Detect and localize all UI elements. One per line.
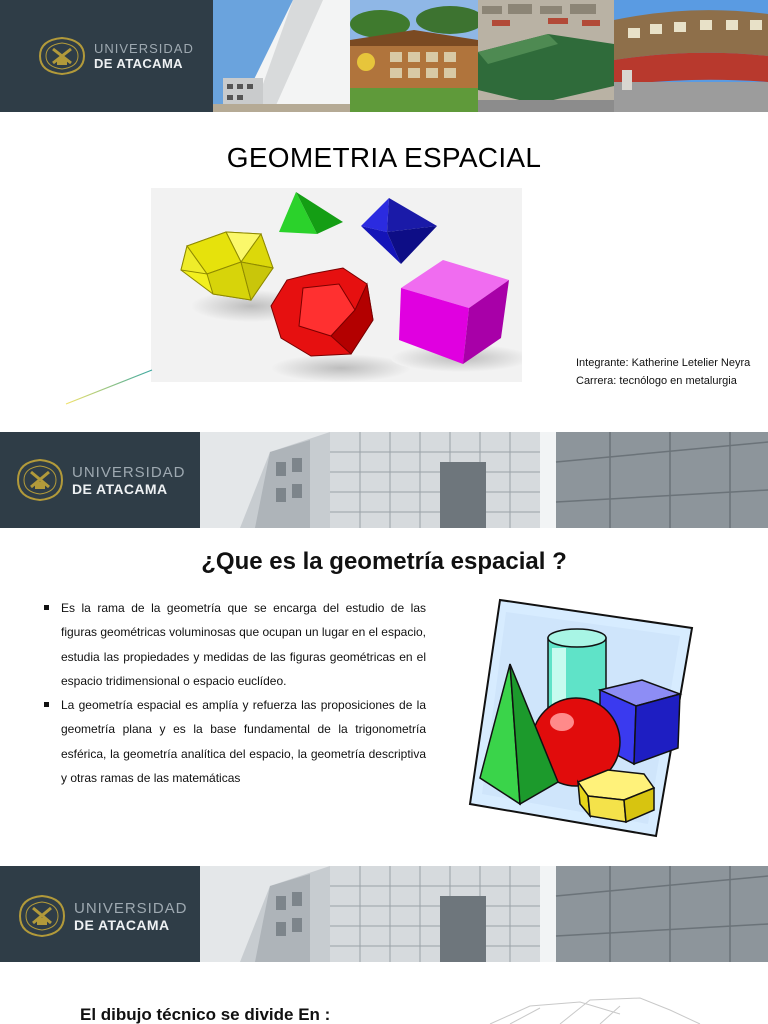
logo-line2: DE ATACAMA — [72, 480, 168, 497]
university-logo — [16, 892, 188, 940]
carrera-text: Carrera: tecnólogo en metalurgia — [576, 375, 737, 387]
author-info — [576, 354, 750, 390]
header-banner-3 — [0, 866, 768, 962]
logo-line1: UNIVERSIDAD — [72, 463, 186, 481]
slide1-title: GEOMETRIA ESPACIAL — [226, 142, 542, 173]
geometric-shapes-illustration — [466, 598, 694, 838]
platonic-solids-image — [151, 188, 522, 382]
bullet-item: La geometría espacial es amplía y refuerza las proposiciones de la geometría plana y es la base fundamental de la trigonometría esférica, la geometría analítica del espacio, la geometría descriptiva y otras ramas de las matemáticas — [44, 693, 426, 790]
logo-line2: DE ATACAMA — [94, 56, 183, 71]
definition-list — [44, 596, 426, 790]
campus-photo-2 — [350, 0, 478, 112]
dodecahedron-red — [271, 268, 373, 356]
university-logo — [14, 456, 186, 504]
slide2-title: ¿Que es la geometría espacial ? — [201, 548, 567, 575]
bullet-item: Es la rama de la geometría que se encarga del estudio de las figuras geométricas voluminosas que ocupan un lugar en el espacio, estudia las propiedades y medidas de las figuras geométricas en el espacio tridimensional o espacio euclídeo. — [44, 596, 426, 693]
campus-photo-1 — [213, 0, 350, 112]
octahedron-blue — [361, 198, 437, 264]
university-crest-icon — [36, 34, 88, 78]
logo-line2: DE ATACAMA — [74, 916, 170, 933]
icosahedron-yellow — [181, 232, 273, 300]
header-banner-2 — [0, 432, 768, 528]
building-photo — [200, 866, 768, 962]
campus-photo-4 — [614, 0, 768, 112]
header-banner-1 — [0, 0, 768, 112]
campus-photo-3 — [478, 0, 614, 112]
building-photo — [200, 432, 768, 528]
hexagonal-prism-yellow — [578, 770, 654, 822]
university-crest-icon — [14, 456, 66, 504]
logo-line1: UNIVERSIDAD — [74, 899, 188, 917]
technical-drawing-sketch — [470, 996, 740, 1024]
university-crest-icon — [16, 892, 68, 940]
tetrahedron-green — [279, 192, 343, 234]
university-logo — [36, 34, 194, 78]
logo-line1: UNIVERSIDAD — [94, 41, 194, 56]
slide3-title: El dibujo técnico se divide En : — [80, 1005, 331, 1024]
integrante-text: Integrante: Katherine Letelier Neyra — [576, 357, 751, 369]
decorative-line — [64, 368, 154, 408]
